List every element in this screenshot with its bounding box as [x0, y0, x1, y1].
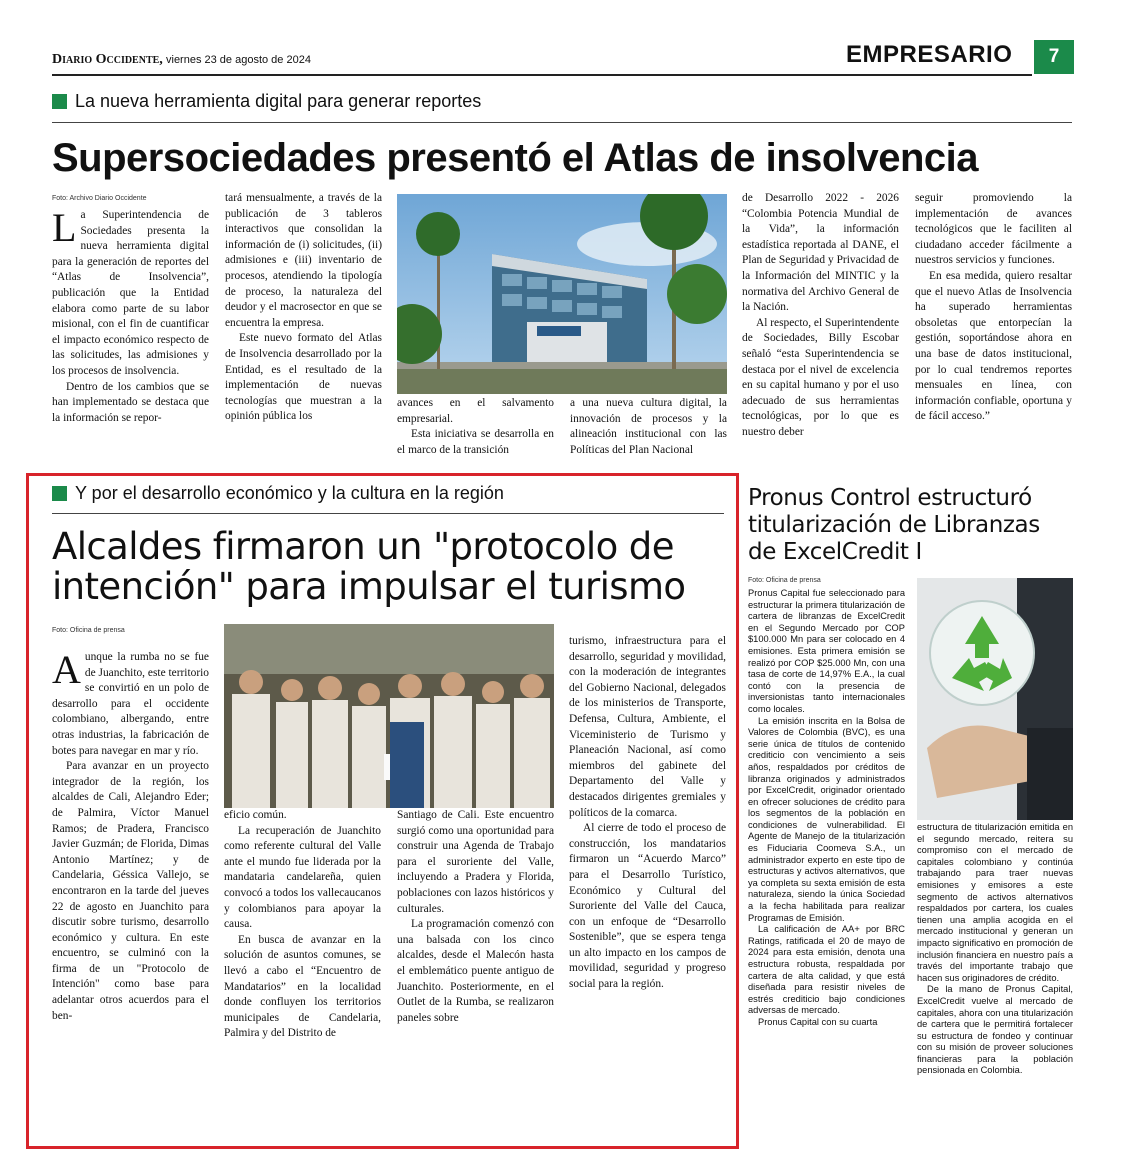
- article3-photo-credit: Foto: Oficina de prensa: [748, 577, 821, 584]
- article1-column-6: [915, 191, 1072, 462]
- article1-c1-p2: Dentro de los cambios que se han implementado se destaca que la información se repor-: [52, 380, 209, 424]
- article2-c1-p1: unque la rumba no se fue de Juanchito, este territorio se convirtió en un polo de desarrollo para el occidente colombiano, albergando, entre otras industrias, la fabricación de botes para navegar en mar y río.: [52, 651, 209, 757]
- article2-c4-p1: turismo, infraestructura para el desarrollo, seguridad y movilidad, con la moderación de integrantes del Gobierno Nacional, delegados de los ministerios de Transporte, Defensa, Cultura, Ambiente, el Viceministerio de Turismo y Planeación Nacional, así como miembros del gabinete del Departamento del Valle y destacados dirigentes gremiales y políticos de la comarca.: [569, 635, 726, 819]
- section-title: EMPRESARIO: [846, 41, 1013, 68]
- article3-c1-p3: La calificación de AA+ por BRC Ratings, ratificada el 20 de mayo de 2024 para esta emisión, denota una estructura robusta, respaldada por cartera de alta calidad, y que está diseñada para resistir niveles de estrés crediticio bajo condiciones adversas de mercado.: [748, 924, 905, 1016]
- green-square-icon: [52, 94, 67, 109]
- article2-c4-p2: Al cierre de todo el proceso de construcción, los mandatarios firmaron un “Acuerdo Marco” para el Desarrollo Turístico, Económico y Cultural del Suroriente del Valle del Cauca, con un enfoque de “Desarrollo Sostenible”, que se espera tenga un alto impacto en los campos de movilidad, seguridad y progreso social para la región.: [569, 822, 726, 991]
- article3-c1-p1: Pronus Capital fue seleccionado para estructurar la primera titularización de cartera de libranzas de ExcelCredit en el Segundo Mercado por COP $100.000 Mn para ser colocado en 4 emisiones. Esta primera emisión se realizó por COP $25.000 Mn, con una tasa de corte de 14,97% E.A., la cual contó con la presencia de inversionistas tanto internacionales como locales.: [748, 588, 905, 714]
- article1-c6-p2: En esa medida, quiero resaltar que el nuevo Atlas de Insolvencia ha superado herramientas obsoletas que entorpecían la gestión, soportándose ahora en una base de datos institucional, por lo cual tendremos reportes mensuales en línea, con información confiable, oportuna y de fácil acceso.”: [915, 269, 1072, 423]
- page-number: 7: [1034, 40, 1074, 74]
- article1-c3-p2: Esta iniciativa se desarrolla en el marco de la transición: [397, 428, 554, 456]
- recycle-hand-photo: [917, 578, 1073, 820]
- issue-date: viernes 23 de agosto de 2024: [166, 54, 311, 66]
- article1-kicker-text: La nueva herramienta digital para generar reportes: [75, 91, 482, 111]
- masthead-rule: [52, 74, 1032, 76]
- article2-headline-line-2: intención" para impulsar el turismo: [52, 564, 686, 608]
- article1-c2-p1: tará mensualmente, a través de la publicación de 3 tableros interactivos que consolidan la información de (i) solicitudes, (ii) admisiones e (iii) inventario de procesos, atendiendo la tipología de proceso, la naturaleza del deudor y el macrosector en que se encuentra la empresa.: [225, 192, 382, 329]
- article1-column-3: [397, 396, 554, 462]
- article2-kicker-rule: [52, 513, 724, 514]
- article2-c2-p1: eficio común.: [224, 809, 287, 821]
- article3-c1-p4: Pronus Capital con su cuarta: [758, 1016, 878, 1027]
- article1-c2-p2: Este nuevo formato del Atlas de Insolvencia desarrollado por la Entidad, es el resultado de la implementación de nuevas tecnologías que muestran a la opinión pública los: [225, 332, 382, 423]
- article1-c4-p1: a una nueva cultura digital, la innovación de procesos y la alineación institucional con las Políticas del Plan Nacional: [570, 397, 727, 456]
- article2-column-3: [397, 808, 554, 1128]
- article2-dropcap: A: [52, 650, 81, 692]
- article1-column-5: [742, 191, 899, 462]
- article2-photo-credit: Foto: Oficina de prensa: [52, 627, 125, 634]
- article1-column-4: [570, 396, 727, 462]
- article1-dropcap: L: [52, 208, 77, 250]
- article1-headline: Supersociedades presentó el Atlas de insolvencia: [52, 136, 978, 180]
- article2-headline: [52, 527, 724, 607]
- mayors-signing-photo: [224, 624, 554, 808]
- article1-c3-p1: avances en el salvamento empresarial.: [397, 397, 554, 425]
- newspaper-name: Diario Occidente,: [52, 52, 163, 67]
- article2-column-2: [224, 808, 381, 1128]
- article2-c2-p2: La recuperación de Juanchito como referente cultural del Valle ante el mundo fue liderada por la mandataria candelareña, quien convocó a todos los vallecaucanos y colombianos para apoyar la causa.: [224, 824, 381, 931]
- article1-kicker: [52, 91, 1072, 112]
- supersociedades-building-photo: [397, 194, 727, 394]
- article2-c2-p3: En busca de avanzar en la solución de asuntos comunes, se llevó a cabo el “Encuentro de Mandatarios” en la localidad donde confluyen los territorios municipales de Candelaria, Palmira y del Distrito de: [224, 933, 381, 1040]
- article2-c3-p2: La programación comenzó con una balsada con los cinco alcaldes, desde el Malecón hasta el emblemático puente antiguo de Juanchito. Posteriormente, en el Outlet de la Rumba, se realizaron paneles sobre: [397, 918, 554, 1024]
- article3-column-1: [748, 588, 905, 1133]
- article1-column-2: [225, 191, 382, 462]
- article3-c2-p1: estructura de titularización emitida en el segundo mercado, reitera su compromiso con el mercado de capitales colombiano y continúa trabajando para traer nuevas emisiones y emisores a este segmento de activos alternativos respaldados por cartera, los cuales tienen una amplia acogida en el mercado institucional y generan un impacto significativo en promoción de inclusión financiera en nuestro país a través del importante trabajo que hacen sus originadores de crédito.: [917, 822, 1073, 983]
- article1-c1-p1: a Superintendencia de Sociedades presenta la nueva herramienta digital para la generación de reportes del “Atlas de Insolvencia”, publicación que la Entidad elabora como parte de su labor misional, con el fin de cuantificar el impacto económico respecto de las solicitudes, las admisiones y los procesos de insolvencia.: [52, 209, 209, 377]
- article2-column-4: [569, 634, 726, 1128]
- green-square-icon: [52, 486, 67, 501]
- article2-kicker: [52, 483, 722, 504]
- article2-c3-p1: Santiago de Cali. Este encuentro surgió como una oportunidad para construir una Agenda de Trabajo para el suroriente del Valle, incluyendo a Pradera y Florida, poblaciones con lazos históricos y culturales.: [397, 809, 554, 915]
- article3-c1-p2: La emisión inscrita en la Bolsa de Valores de Colombia (BVC), es una serie única de títulos de contenido crediticio con vencimiento a seis años, respaldados por créditos de libranza originados y administrados por ExcelCredit, originador orientado en ofrecer soluciones de crédito para los segmentos de la población en condiciones de vulnerabilidad. El Agente de Manejo de la titularización es Fiduciaria Coomeva S.A., un administrador experto en este tipo de estructuras y activos alternativos, que ya completa su sexta emisión de esta naturaleza, siendo la única Sociedad a la fecha habilitada para realizar Programas de Emisión.: [748, 715, 905, 923]
- article1-column-1: [52, 208, 209, 462]
- article3-c2-p2: De la mano de Pronus Capital, ExcelCredit vuelve al mercado de capitales, ahora con una titularización de cartera que le permitirá fortalecer su estructura de fondeo y continuar con su misión de proveer soluciones financieras para la población pensionada en Colombia.: [917, 984, 1073, 1076]
- article1-c5-p2: Al respecto, el Superintendente de Sociedades, Billy Escobar señaló “esta Superintendencia se destaca por el nivel de excelencia en su capital humano y por el uso adecuado de sus herramientas tecnológicas, por lo que es nuestro deber: [742, 316, 899, 438]
- article1-c5-p1: de Desarrollo 2022 - 2026 “Colombia Potencia Mundial de la Vida”, la información estadística reportada al DANE, el Plan de Seguridad y Privacidad de la Información del MINTIC y la normativa del Archivo General de la Nación.: [742, 192, 899, 314]
- article3-column-2: [917, 822, 1073, 1133]
- article2-kicker-text: Y por el desarrollo económico y la cultura en la región: [75, 483, 504, 503]
- article2-headline-line-1: Alcaldes firmaron un "protocolo de: [52, 525, 674, 568]
- article2-column-1: [52, 650, 209, 1128]
- article1-photo-credit: Foto: Archivo Diario Occidente: [52, 195, 147, 202]
- article1-c6-p1: seguir promoviendo la implementación de avances tecnológicos que le faciliten al ciudadano acceder fácilmente a nuestros servicios y funciones.: [915, 192, 1072, 267]
- article3-headline: Pronus Control estructuró titularización de Libranzas de ExcelCredit I: [748, 485, 1040, 566]
- article1-kicker-rule: [52, 122, 1072, 123]
- article2-c1-p2: Para avanzar en un proyecto integrador de la región, los alcaldes de Cali, Alejandro Eder; de Palmira, Víctor Manuel Ramos; de Pradera, Francisco Javier Guzmán; de Florida, Dimas Antonio Martínez; y de Candelaria, Géssica Vallejo, se encontraron en la tarde del jueves 22 de agosto en Juanchito para discutir sobre turismo, desarrollo económico y cultura. En este encuentro, se culminó con la firma de un "Protocolo de Intención" como base para adelantar otros acuerdos para el ben-: [52, 760, 209, 1022]
